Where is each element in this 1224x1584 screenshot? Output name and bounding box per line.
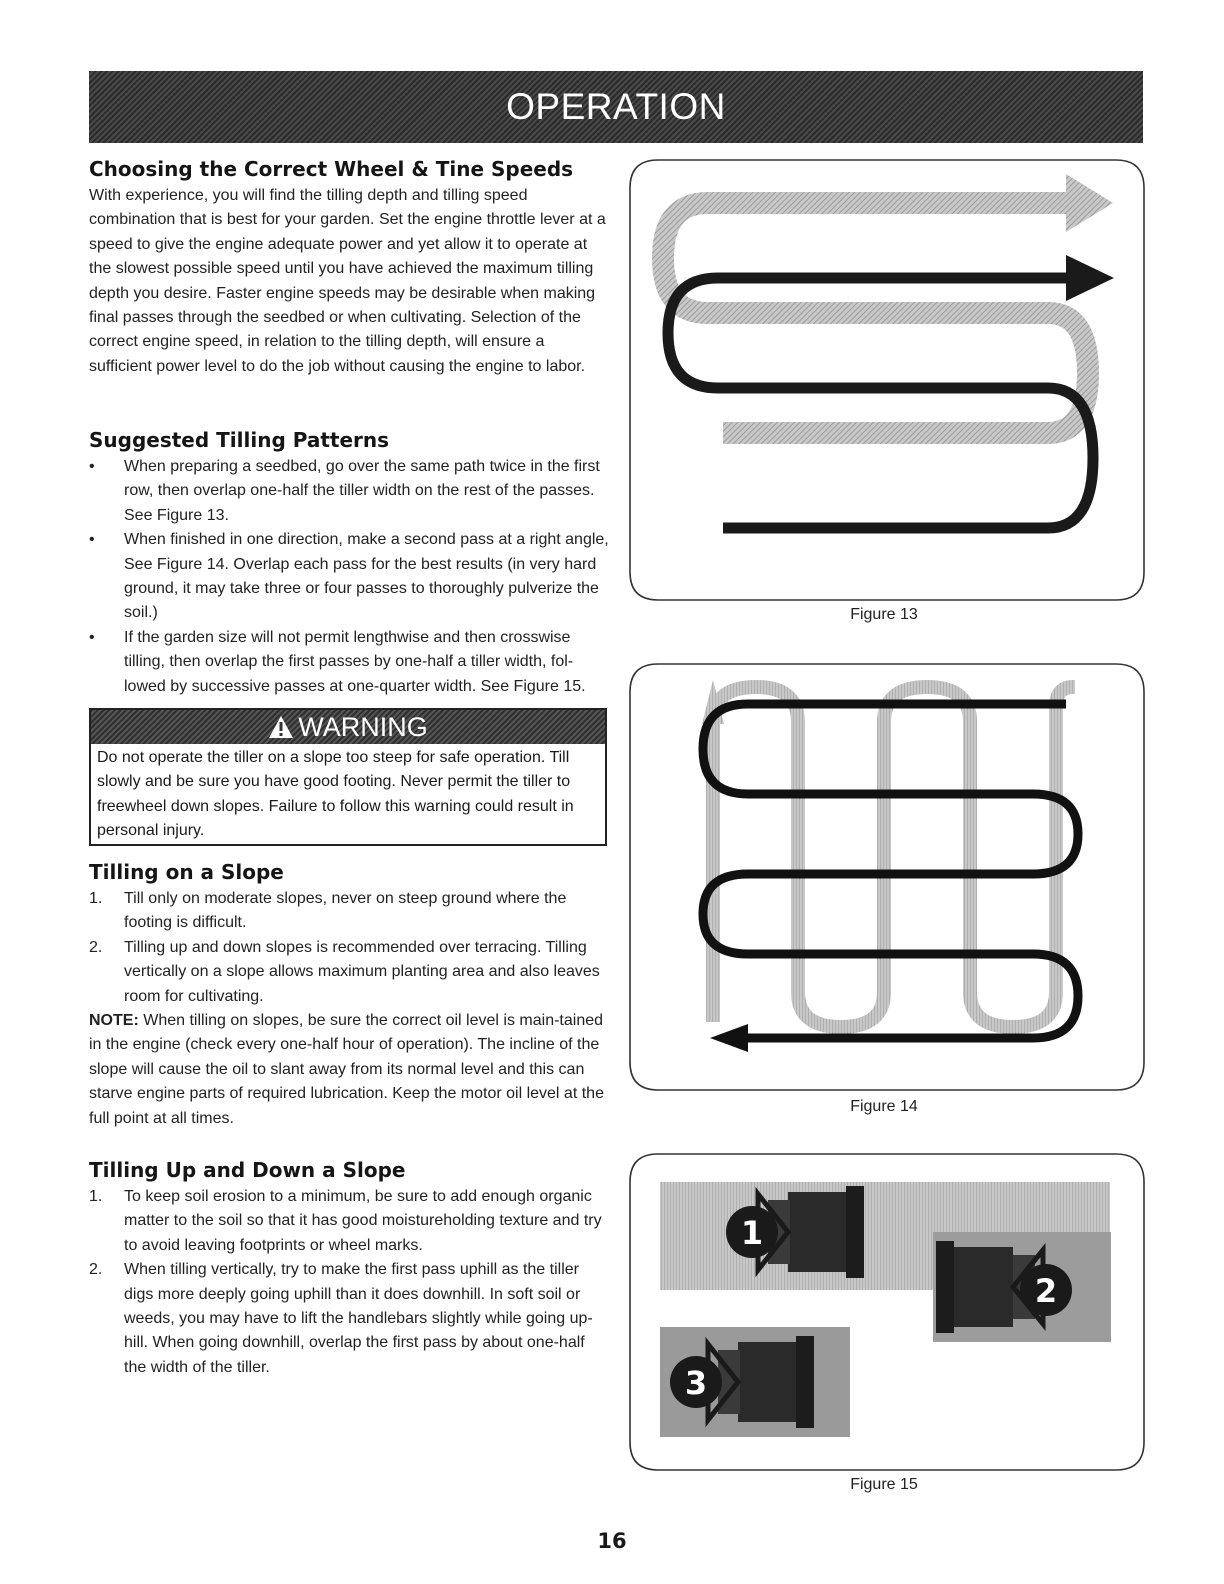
list-item [89, 1258, 609, 1380]
slope-heading: Tilling on a Slope [89, 860, 284, 884]
list-item-text: When tilling vertically, try to make the first pass uphill as the tiller digs more deeply going uphill than it does downhill. In soft soil or weeds, you may have to lift the handlebars slightly while going up-hill. When going downhill, overlap the first pass by about one-half the width of the tiller. [124, 1261, 593, 1376]
warning-header [91, 710, 605, 744]
figure-13 [628, 158, 1146, 602]
note-label: NOTE: [89, 1012, 139, 1030]
updown-steps [89, 1185, 609, 1380]
first-pass-path [663, 203, 1088, 433]
section-banner [89, 71, 1143, 143]
slope-note [89, 1009, 609, 1131]
bullet-icon: • [89, 458, 95, 475]
list-item [89, 1185, 609, 1258]
list-item [89, 455, 609, 528]
list-item-text: When finished in one direction, make a second pass at a right angle, See Figure 14. Overlap each pass for the best results (in very hard ground, it may take three or four passes to thoroughly pulverize the soil.) [124, 531, 609, 622]
warning-text: Do not operate the tiller on a slope too steep for safe operation. Till slowly and be sure you have good footing. Never permit the tiller to freewheel down slopes. Failure to follow this warning could result in personal injury. [97, 749, 574, 840]
slope-section [89, 860, 609, 1131]
warning-box [89, 708, 607, 846]
note-text: When tilling on slopes, be sure the correct oil level is main-tained in the engine (check every one-half hour of operation). The incline of the slope will cause the oil to slant away from its normal level and this can starve engine parts of required lubrication. Keep the motor oil level at the full point at all times. [89, 1012, 604, 1127]
warning-triangle-icon [268, 715, 294, 739]
page-number: 16 [597, 1529, 627, 1553]
list-item-text: Tilling up and down slopes is recommended over terracing. Tilling vertically on a slope allows maximum planting area and also leaves room for cultivating. [124, 938, 600, 1005]
figure-15 [628, 1152, 1146, 1472]
warning-title: WARNING [298, 711, 428, 742]
figure-15-caption: Figure 15 [850, 1476, 918, 1493]
marker-2: 2 [1034, 1272, 1058, 1310]
wheel-speeds-section [89, 157, 609, 379]
step-number: 2. [89, 938, 103, 956]
list-item [89, 936, 609, 1009]
marker-3: 3 [684, 1364, 708, 1402]
list-item-text: If the garden size will not permit lengthwise and then crosswise tilling, then overlap the first passes by one-half a tiller width, fol-lowed by successive passes at one-quarter width. See Figure 15. [124, 628, 586, 695]
slope-steps [89, 887, 609, 1009]
marker-1: 1 [740, 1214, 764, 1252]
list-item-text: To keep soil erosion to a minimum, be sure to add enough organic matter to the soil so that it has good moistureholding texture and try to avoid leaving footprints or wheel marks. [124, 1188, 602, 1254]
list-item-text: When preparing a seedbed, go over the same path twice in the first row, then overlap one-half the tiller width on the rest of the passes. See Figure 13. [124, 458, 600, 524]
horizontal-pass-arrow-icon [710, 1024, 748, 1052]
page-title: OPERATION [506, 86, 726, 127]
list-item-text: Till only on moderate slopes, never on steep ground where the footing is difficult. [124, 890, 567, 932]
list-item [89, 887, 609, 936]
tilling-patterns-section [89, 428, 609, 699]
step-number: 1. [89, 1188, 103, 1205]
first-pass-arrow-icon [1066, 174, 1113, 232]
tilling-patterns-list [89, 455, 609, 699]
wheel-speeds-body: With experience, you will find the tilling depth and tilling speed combination that is best for your garden. Set the engine throttle lever at a speed to give the engine adequate power and yet allow it to operate at the slowest possible speed until you have achieved the maximum tilling depth you desire. Faster engine speeds may be desirable when making final passes through the seedbed or when cultivating. Selection of the correct engine speed, in relation to the tilling depth, will ensure a sufficient power level to do the job without causing the engine to labor. [89, 187, 606, 375]
list-item [89, 528, 609, 626]
figure-14 [628, 662, 1146, 1092]
figure-13-caption: Figure 13 [850, 606, 918, 623]
step-number: 2. [89, 1261, 103, 1279]
updown-heading: Tilling Up and Down a Slope [89, 1158, 406, 1182]
wheel-speeds-heading: Choosing the Correct Wheel & Tine Speeds [89, 157, 574, 181]
second-pass-arrow-icon [1066, 255, 1114, 301]
bullet-icon: • [89, 628, 95, 646]
figure-14-caption: Figure 14 [850, 1098, 918, 1115]
tilling-patterns-heading: Suggested Tilling Patterns [89, 428, 390, 452]
bullet-icon: • [89, 531, 95, 549]
updown-section [89, 1158, 609, 1380]
list-item [89, 626, 609, 699]
step-number: 1. [89, 890, 103, 907]
vertical-pass-path [713, 687, 1075, 1027]
